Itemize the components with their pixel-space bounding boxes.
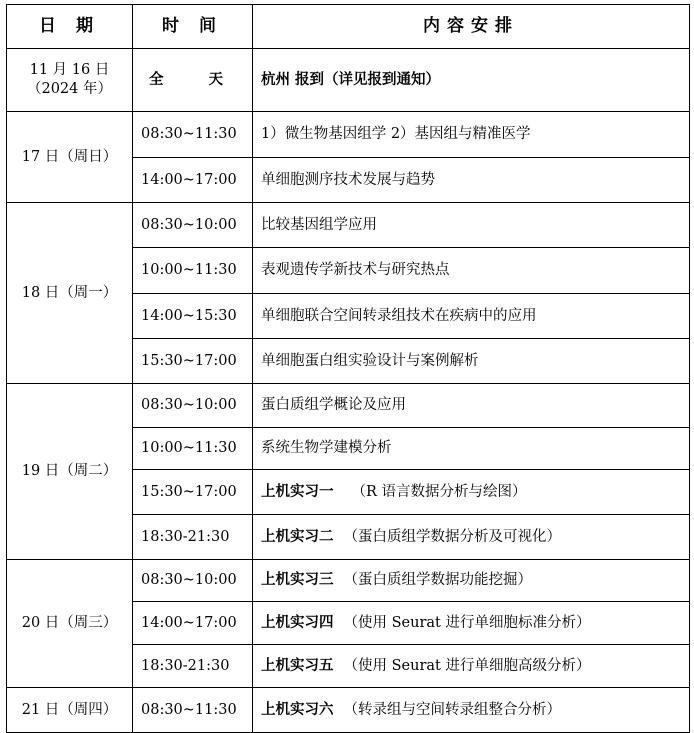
date-cell: 19 日（周二） xyxy=(7,384,133,560)
content-cell xyxy=(253,470,690,515)
content-cell: 单细胞联合空间转录组技术在疾病中的应用 xyxy=(253,294,690,339)
time-cell: 全 天 xyxy=(133,49,253,112)
lab-detail: （R 语言数据分析与绘图） xyxy=(351,483,527,500)
lab-title: 上机实习六 xyxy=(261,700,334,718)
lab-title: 上机实习四 xyxy=(261,613,334,631)
content-cell xyxy=(253,602,690,645)
date-cell: 17 日（周日） xyxy=(7,112,133,203)
table-row xyxy=(7,49,690,112)
time-cell: 18:30-21:30 xyxy=(133,515,253,560)
content-cell: 蛋白质组学概论及应用 xyxy=(253,384,690,428)
header-time: 时 间 xyxy=(133,5,253,49)
lab-detail: （使用 Seurat 进行单细胞高级分析） xyxy=(343,657,591,674)
content-cell xyxy=(253,645,690,688)
table-row xyxy=(7,688,690,733)
time-cell: 14:00~17:00 xyxy=(133,158,253,203)
content-cell: 单细胞测序技术发展与趋势 xyxy=(253,158,690,203)
content-cell: 单细胞蛋白组实验设计与案例解析 xyxy=(253,339,690,384)
date-cell: 11 月 16 日 （2024 年） xyxy=(7,49,133,112)
date-cell: 20 日（周三） xyxy=(7,560,133,688)
date-cell: 21 日（周四） xyxy=(7,688,133,733)
time-cell: 14:00~17:00 xyxy=(133,602,253,645)
header-date: 日 期 xyxy=(7,5,133,49)
date-cell: 18 日（周一） xyxy=(7,203,133,384)
time-cell: 10:00~11:30 xyxy=(133,428,253,470)
table-row xyxy=(7,203,690,248)
lab-title: 上机实习一 xyxy=(261,482,334,500)
time-cell: 08:30~10:00 xyxy=(133,560,253,602)
lab-detail: （蛋白质组学数据功能挖掘） xyxy=(343,572,532,589)
content-cell xyxy=(253,515,690,560)
time-cell: 18:30-21:30 xyxy=(133,645,253,688)
content-cell: 比较基因组学应用 xyxy=(253,203,690,248)
time-cell: 10:00~11:30 xyxy=(133,248,253,294)
content-cell xyxy=(253,560,690,602)
lab-title: 上机实习五 xyxy=(261,656,334,674)
lab-detail: （使用 Seurat 进行单细胞标准分析） xyxy=(343,614,591,631)
header-row xyxy=(7,5,690,49)
lab-title: 上机实习三 xyxy=(261,571,334,589)
header-content: 内容安排 xyxy=(253,5,690,49)
content-cell: 系统生物学建模分析 xyxy=(253,428,690,470)
content-cell: 杭州 报到（详见报到通知） xyxy=(253,49,690,112)
table-row xyxy=(7,560,690,602)
time-cell: 08:30~11:30 xyxy=(133,112,253,158)
time-cell: 15:30~17:00 xyxy=(133,470,253,515)
time-cell: 08:30~10:00 xyxy=(133,203,253,248)
time-cell: 15:30~17:00 xyxy=(133,339,253,384)
lab-detail: （转录组与空间转录组整合分析） xyxy=(343,701,561,718)
lab-title: 上机实习二 xyxy=(261,527,334,545)
time-cell: 08:30~11:30 xyxy=(133,688,253,733)
content-cell: 表观遗传学新技术与研究热点 xyxy=(253,248,690,294)
lab-detail: （蛋白质组学数据分析及可视化） xyxy=(343,528,561,545)
schedule-table xyxy=(6,4,690,733)
table-row xyxy=(7,112,690,158)
time-cell: 14:00~15:30 xyxy=(133,294,253,339)
content-cell xyxy=(253,688,690,733)
time-cell: 08:30~10:00 xyxy=(133,384,253,428)
table-row xyxy=(7,384,690,428)
content-cell: 1）微生物基因组学 2）基因组与精准医学 xyxy=(253,112,690,158)
